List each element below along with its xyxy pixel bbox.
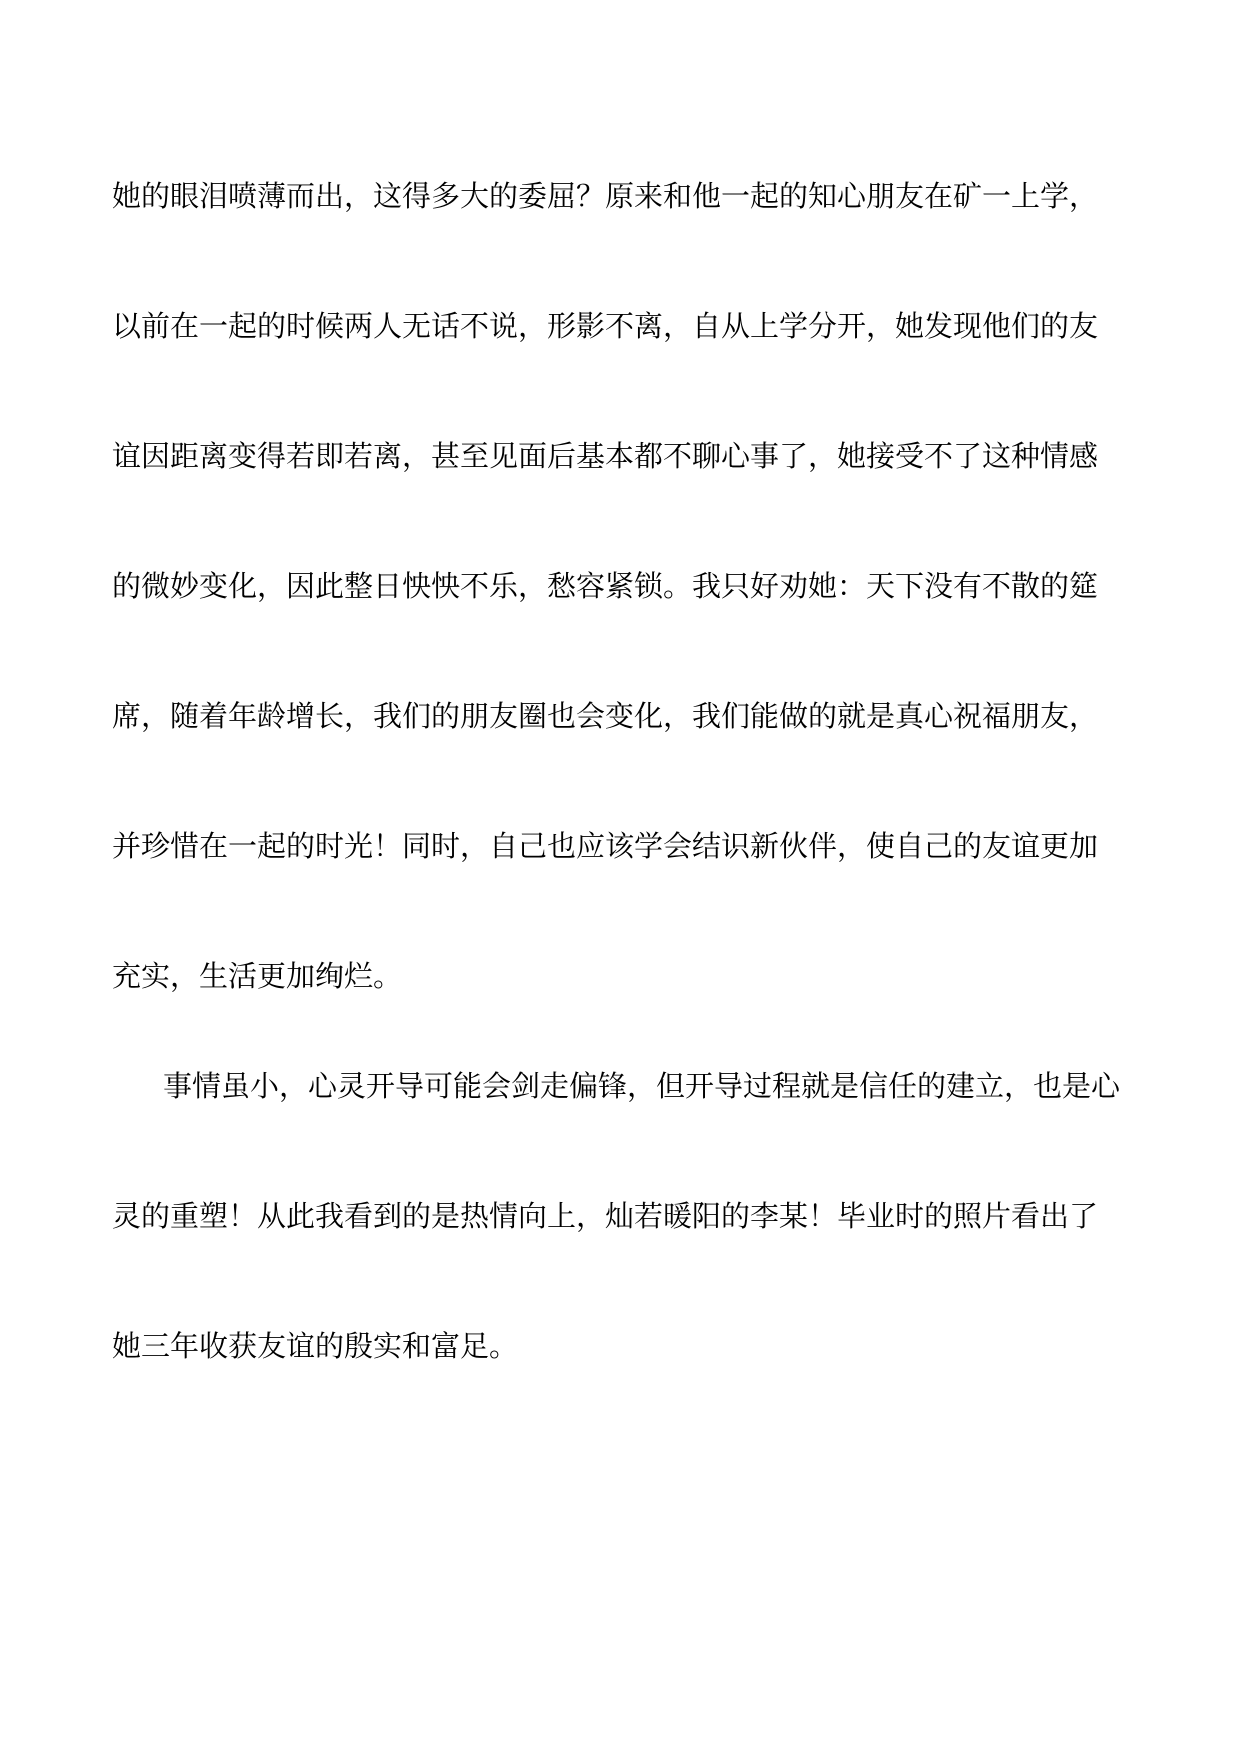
paragraph-line: 充实，生活更加绚烂。 [112, 959, 403, 993]
paragraph-line: 的微妙变化，因此整日怏怏不乐，愁容紧锁。我只好劝她：天下没有不散的筵 [112, 569, 1099, 603]
paragraph-line: 她的眼泪喷薄而出，这得多大的委屈？原来和他一起的知心朋友在矿一上学， [112, 179, 1099, 213]
paragraph-line: 灵的重塑！从此我看到的是热情向上，灿若暖阳的李某！毕业时的照片看出了 [112, 1199, 1099, 1233]
paragraph-line: 谊因距离变得若即若离，甚至见面后基本都不聊心事了，她接受不了这种情感 [112, 439, 1099, 473]
paragraph-line: 以前在一起的时候两人无话不说，形影不离，自从上学分开，她发现他们的友 [112, 309, 1099, 343]
paragraph-line: 并珍惜在一起的时光！同时，自己也应该学会结识新伙伴，使自己的友谊更加 [112, 829, 1099, 863]
paragraph-line: 她三年收获友谊的殷实和富足。 [112, 1329, 519, 1363]
paragraph-line: 事情虽小，心灵开导可能会剑走偏锋，但开导过程就是信任的建立，也是心 [163, 1069, 1121, 1103]
paragraph-line: 席，随着年龄增长，我们的朋友圈也会变化，我们能做的就是真心祝福朋友， [112, 699, 1099, 733]
